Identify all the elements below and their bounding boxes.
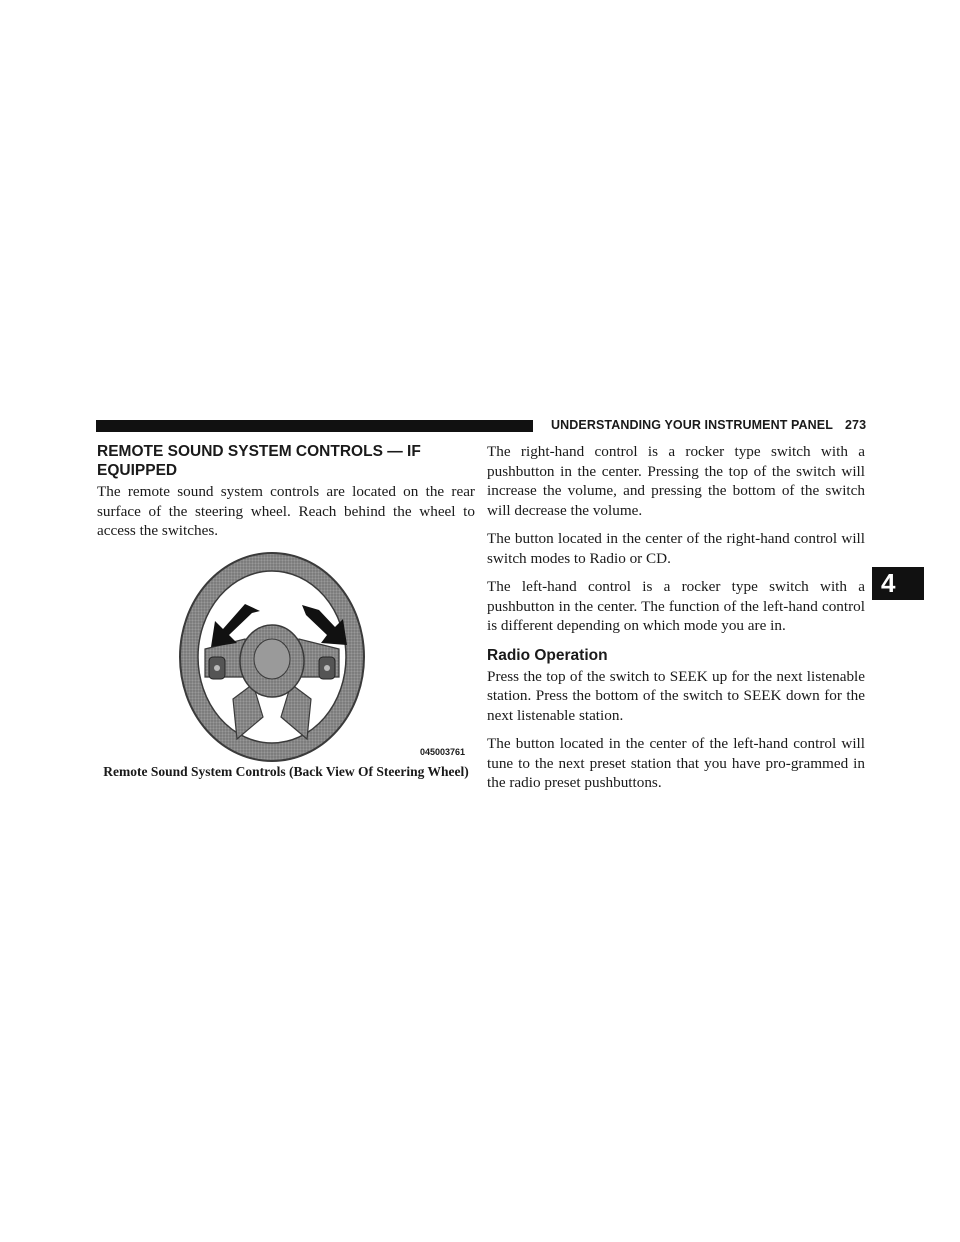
- right-column: [487, 442, 865, 802]
- page-number: 273: [844, 418, 867, 432]
- chapter-tab: 4: [872, 567, 924, 600]
- subheading-radio-operation: Radio Operation: [487, 646, 608, 664]
- intro-paragraph: The remote sound system controls are located on the rear surface of the steering wheel. Reach behind the wheel to access the switches.: [97, 483, 475, 539]
- paragraph-mode-button: The button located in the center of the right-hand control will switch modes to Radio or CD.: [487, 530, 865, 567]
- figure-id: 045003761: [420, 747, 466, 757]
- paragraph-preset: The button located in the center of the left-hand control will tune to the next preset station that you have pro-grammed in the radio preset pushbuttons.: [487, 735, 865, 791]
- steering-wheel-illustration: [175, 549, 475, 764]
- steering-wheel-figure: [175, 549, 475, 764]
- paragraph-seek: Press the top of the switch to SEEK up for the next listenable station. Press the bottom of the switch to SEEK down for the next listenable station.: [487, 667, 865, 724]
- paragraph-left-control: The left-hand control is a rocker type switch with a pushbutton in the center. The function of the left-hand control is different depending on which mode you are in.: [487, 578, 865, 634]
- left-column: [97, 442, 475, 550]
- running-header: [551, 418, 866, 432]
- section-title: REMOTE SOUND SYSTEM CONTROLS — IF EQUIPPED: [97, 443, 421, 479]
- header-rule: [96, 420, 533, 432]
- paragraph-right-control: The right-hand control is a rocker type switch with a pushbutton in the center. Pressing the top of the switch will increase the volume, and pressing the bottom of the switch will decrease the volume.: [487, 443, 865, 519]
- header-section-title: UNDERSTANDING YOUR INSTRUMENT PANEL: [551, 418, 833, 432]
- figure-caption: Remote Sound System Controls (Back View Of Steering Wheel): [103, 764, 469, 779]
